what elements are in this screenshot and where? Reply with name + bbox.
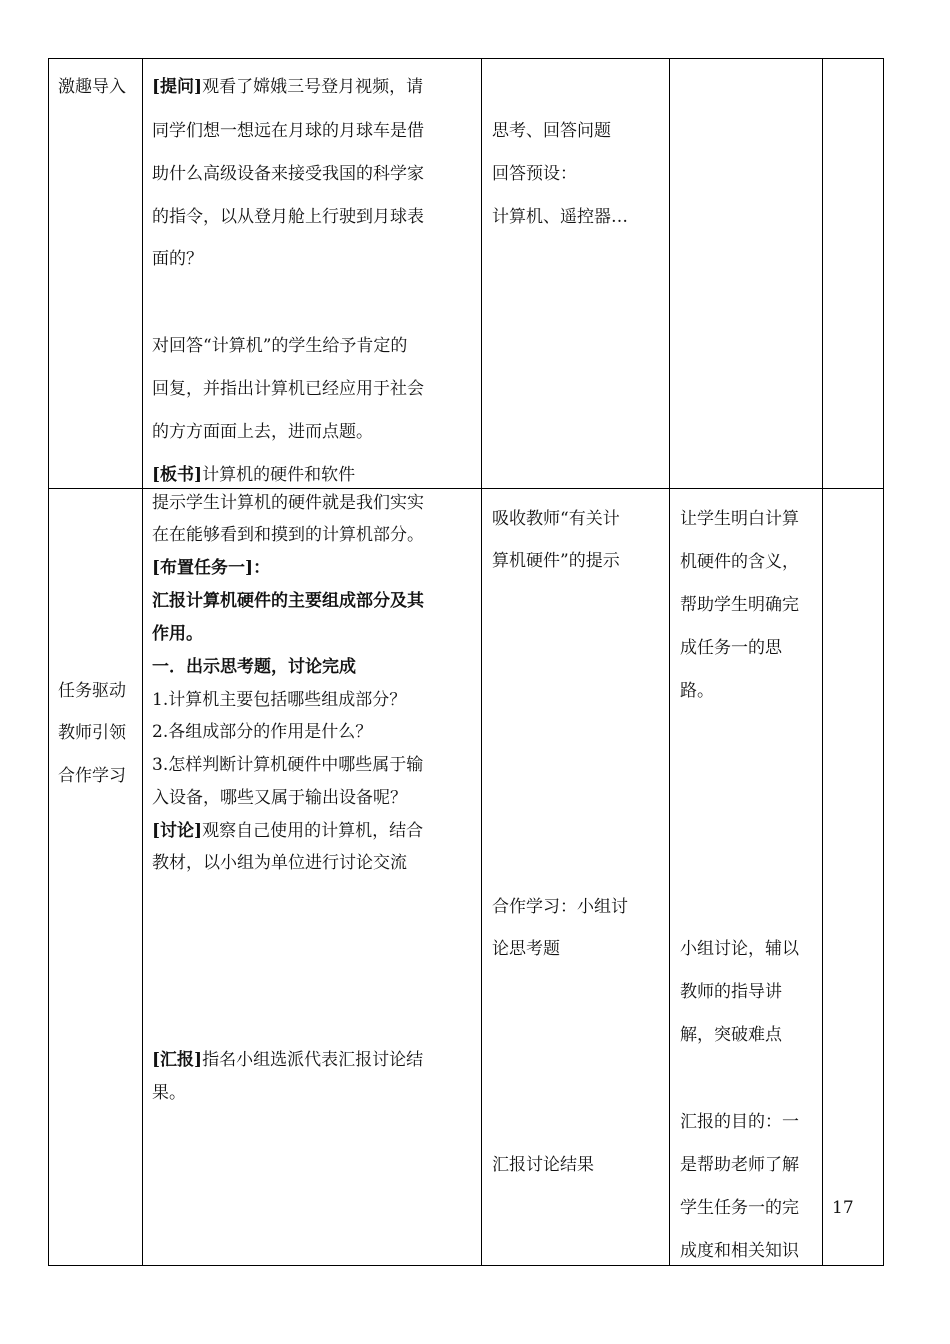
intent-line: 教师的指导讲 [680, 982, 782, 1002]
col-divider [669, 58, 670, 1266]
reply-line: 的方方面面上去，进而点题。 [152, 422, 373, 442]
hint-line: 提示学生计算机的硬件就是我们实实 [152, 493, 424, 513]
question-line: [提问]观看了嫦娥三号登月视频，请 [152, 77, 424, 97]
question-item: 2.各组成部分的作用是什么？ [152, 722, 373, 742]
hint-line: 在在能够看到和摸到的计算机部分。 [152, 525, 424, 545]
discuss-line: 教材，以小组为单位进行讨论交流 [152, 853, 407, 873]
student-line: 合作学习：小组讨 [492, 897, 628, 917]
intent-line: 让学生明白计算 [680, 509, 799, 529]
board-tag: [板书] [152, 465, 203, 485]
intent-line: 成任务一的思 [680, 638, 782, 658]
reply-line: 对回答“计算机”的学生给予肯定的 [152, 336, 408, 356]
task-title: [布置任务一]： [152, 558, 271, 578]
student-line: 汇报讨论结果 [492, 1155, 594, 1175]
discuss-line: [讨论]观察自己使用的计算机，结合 [152, 821, 424, 841]
question-line: 面的？ [152, 249, 203, 269]
question-item: 3.怎样判断计算机硬件中哪些属于输 [152, 755, 424, 775]
question-item: 入设备，哪些又属于输出设备呢？ [152, 788, 407, 808]
stage-label: 任务驱动 [58, 681, 126, 701]
student-line: 计算机、遥控器… [492, 207, 628, 227]
stage-label: 合作学习 [58, 766, 126, 786]
stage-label: 激趣导入 [58, 77, 126, 97]
report-tag: [汇报] [152, 1050, 203, 1070]
question-item: 1.计算机主要包括哪些组成部分？ [152, 690, 407, 710]
col-divider [822, 58, 823, 1266]
intent-line: 小组讨论，辅以 [680, 939, 799, 959]
table-border-top [48, 58, 884, 59]
intent-line: 解，突破难点 [680, 1025, 782, 1045]
question-line: 助什么高级设备来接受我国的科学家 [152, 164, 424, 184]
student-line: 论思考题 [492, 939, 560, 959]
discuss-tag: [讨论] [152, 821, 203, 841]
student-line: 吸收教师“有关计 [492, 509, 620, 529]
student-line: 算机硬件”的提示 [492, 551, 620, 571]
student-line: 思考、回答问题 [492, 121, 611, 141]
student-line: 回答预设： [492, 164, 577, 184]
row-divider [48, 488, 884, 489]
question-line: 的指令，以从登月舱上行驶到月球表 [152, 207, 424, 227]
intent-line: 是帮助老师了解 [680, 1155, 799, 1175]
question-line: 同学们想一想远在月球的月球车是借 [152, 121, 424, 141]
intent-line: 学生任务一的完 [680, 1198, 799, 1218]
time-minutes: 17 [832, 1198, 854, 1218]
table-border-bottom [48, 1265, 884, 1266]
intent-line: 机硬件的含义， [680, 552, 799, 572]
col-divider [481, 58, 482, 1266]
report-line: [汇报]指名小组选派代表汇报讨论结 [152, 1050, 424, 1070]
intent-line: 成度和相关知识 [680, 1241, 799, 1261]
table-border-right [883, 58, 884, 1266]
intent-line: 路。 [680, 681, 714, 701]
stage-label: 教师引领 [58, 723, 126, 743]
intent-line: 帮助学生明确完 [680, 595, 799, 615]
task-line: 汇报计算机硬件的主要组成部分及其 [152, 591, 424, 611]
col-divider [142, 58, 143, 1266]
board-line: [板书]计算机的硬件和软件 [152, 465, 356, 485]
table-border-left [48, 58, 49, 1266]
reply-line: 回复，并指出计算机已经应用于社会 [152, 379, 424, 399]
question-tag: [提问] [152, 77, 203, 97]
sub-title: 一．出示思考题，讨论完成 [152, 657, 356, 677]
report-line: 果。 [152, 1083, 186, 1103]
intent-line: 汇报的目的：一 [680, 1112, 799, 1132]
task-line: 作用。 [152, 624, 203, 644]
